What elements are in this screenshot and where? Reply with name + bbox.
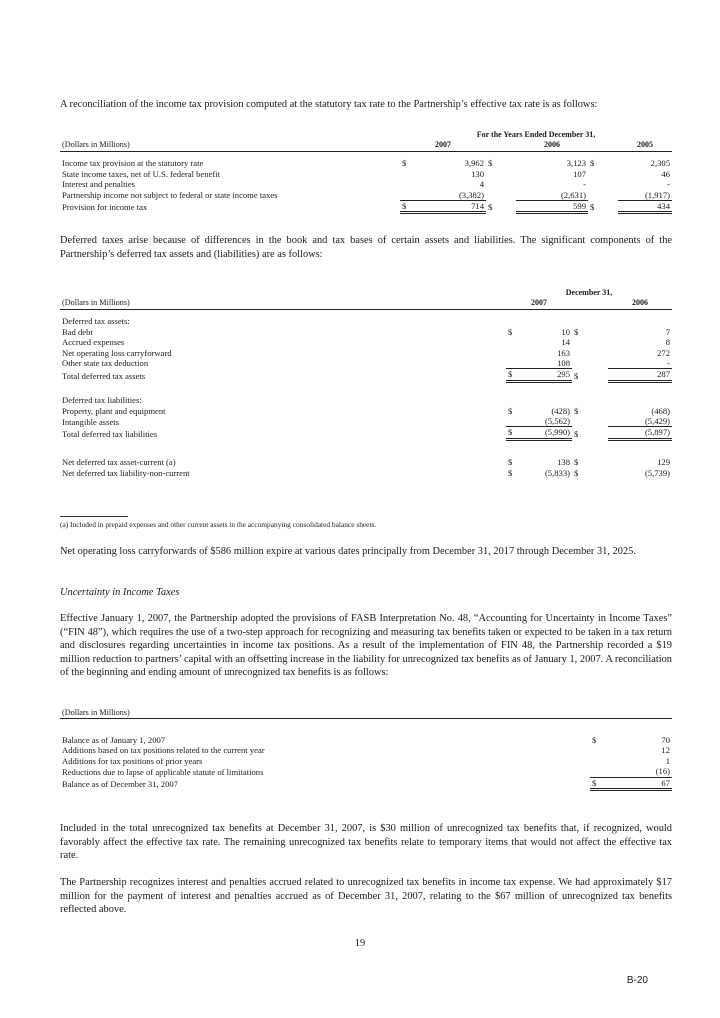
table-row-total: Balance as of December 31, 2007 $ 67 xyxy=(62,777,670,790)
table-row-total: Total deferred tax liabilities $ (5,990) $ (5,897) xyxy=(62,427,670,439)
year-header: 2007 xyxy=(506,298,572,309)
table-row: Net deferred tax liability-non-current $ (5,833) $ (5,739) xyxy=(62,467,670,478)
table-row-total: Total deferred tax assets $ 295 $ 287 xyxy=(62,369,670,381)
year-header: 2006 xyxy=(516,140,588,151)
tax-provision-reconciliation-table xyxy=(60,130,672,214)
table-row: Bad debt $ 10 $ 7 xyxy=(62,326,670,337)
year-header: 2005 xyxy=(618,140,672,151)
table-row: Income tax provision at the statutory rate $ 3,962 $ 3,123 $ 2,305 xyxy=(62,158,670,169)
footnote: (a) Included in prepaid expenses and other current assets in the accompanying consolidated balance sheets. xyxy=(60,520,377,529)
page-number: 19 xyxy=(354,938,366,949)
footnote-rule xyxy=(60,516,128,517)
nol-paragraph: Net operating loss carryforwards of $586 million expire at various dates principally from December 31, 2017 through December 31, 2025. xyxy=(60,546,636,557)
interest-penalties-paragraph: The Partnership recognizes interest and penalties accrued related to unrecognized tax benefits in income tax expense. We had approximately $17 million for the payment of interest and penalties accrued as of December 31, 2007, relating to the $67 million of unrecognized tax benefits reflected above. xyxy=(60,877,672,916)
intro-deferred-taxes: Deferred taxes arise because of differences in the book and tax bases of certain assets and liabilities. The significant components of the Partnership’s deferred tax assets and (liabilities) are as follows: xyxy=(60,235,672,260)
deferred-tax-table xyxy=(60,288,672,478)
section-heading: Deferred tax assets: xyxy=(62,316,130,327)
table-row: Property, plant and equipment $ (428) $ (468) xyxy=(62,405,670,416)
page-reference: B-20 xyxy=(626,975,648,986)
unit-label: (Dollars in Millions) xyxy=(60,708,590,719)
unit-label: (Dollars in Millions) xyxy=(60,140,400,151)
unit-label: (Dollars in Millions) xyxy=(60,298,506,309)
section-heading-uncertainty: Uncertainty in Income Taxes xyxy=(60,587,180,598)
table-row-total: Provision for income tax $ 714 $ 599 $ 434 xyxy=(62,200,670,213)
table-row: Partnership income not subject to federal or state income taxes (3,382) (2,631) (1,917) xyxy=(62,189,670,201)
table-row: Additions based on tax positions related to the current year 12 xyxy=(62,745,670,756)
table-row: Net deferred tax asset-current (a) $ 138 $ 129 xyxy=(62,457,670,468)
year-header: 2007 xyxy=(400,140,486,151)
intro-reconciliation: A reconciliation of the income tax provision computed at the statutory tax rate to the Partnership’s effective tax rate is as follows: xyxy=(60,99,598,110)
fin48-paragraph: Effective January 1, 2007, the Partnership adopted the provisions of FASB Interpretation No. 48, “Accounting for Uncertainty in Income Taxes” (“FIN 48”), which requires the use of a two-step approach for recognizing and measuring tax benefits taken or expected to be taken in a tax return and disclosures regarding uncertainties in income tax positions. As a result of the implementation of FIN 48, the Partnership recorded a $19 million reduction to partners’ capital with an offsetting increase in the liability for unrecognized tax benefits as of January 1, 2007. A reconciliation of the beginning and ending amount of unrecognized tax benefits is as follows: xyxy=(60,613,672,679)
table-row: State income taxes, net of U.S. federal benefit 130 107 46 xyxy=(62,168,670,179)
table-row: Balance as of January 1, 2007 $ 70 xyxy=(62,734,670,745)
period-header: For the Years Ended December 31, xyxy=(476,130,596,139)
section-heading: Deferred tax liabilities: xyxy=(62,395,142,406)
table-row: Net operating loss carryforward 163 272 xyxy=(62,347,670,358)
table-row: Accrued expenses 14 8 xyxy=(62,337,670,348)
unrecognized-tax-benefits-table xyxy=(60,708,672,791)
table-row: Interest and penalties 4 - - xyxy=(62,179,670,190)
period-header: December 31, xyxy=(565,288,613,297)
table-row: Intangible assets (5,562) (5,429) xyxy=(62,416,670,427)
table-row: Other state tax deduction 108 - xyxy=(62,357,670,369)
year-header: 2006 xyxy=(608,298,672,309)
included-paragraph: Included in the total unrecognized tax benefits at December 31, 2007, is $30 million of unrecognized tax benefits that, if recognized, would favorably affect the effective tax rate. The remaining unrecognized tax benefits relate to temporary items that would not affect the effective tax rate. xyxy=(60,823,672,862)
table-row: Additions for tax positions of prior years 1 xyxy=(62,755,670,766)
table-row: Reductions due to lapse of applicable statute of limitations (16) xyxy=(62,766,670,777)
